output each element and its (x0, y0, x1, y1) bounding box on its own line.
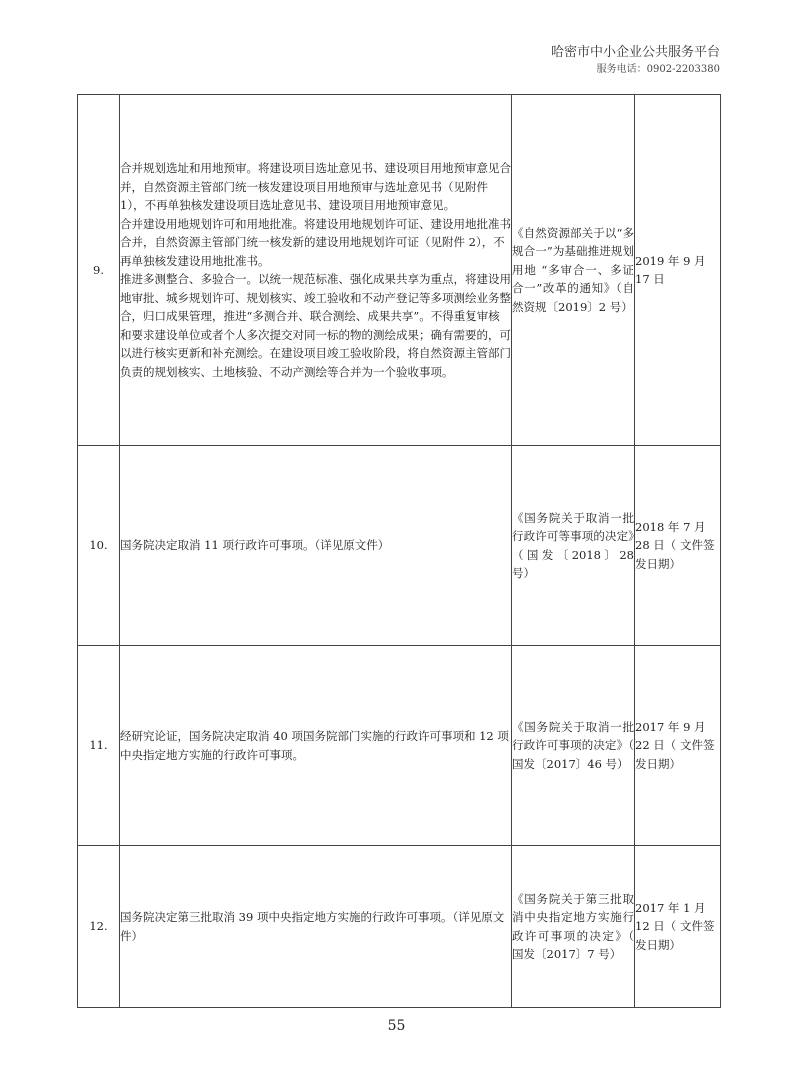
content-paragraph: 国务院决定取消 11 项行政许可事项。（详见原文件） (120, 538, 390, 553)
service-phone: 服务电话：0902-2203380 (596, 64, 720, 75)
row-number: 10. (78, 446, 120, 646)
content-paragraph: 国务院决定第三批取消 39 项中央指定地方实施的行政许可事项。（详见原文件） (120, 910, 505, 943)
policy-source: 《国务院关于取消一批行政许可事项的决定》（ 国发〔2017〕46 号） (512, 646, 635, 846)
policy-table (77, 94, 721, 1008)
policy-source: 《国务院关于第三批取消中央指定地方实施行政许可事项的决定》（ 国发〔2017〕7 号） (512, 846, 635, 1008)
content-paragraph: 合并规划选址和用地预审。将建设项目选址意见书、建设项目用地预审意见合并，自然资源主管部门统一核发建设项目用地预审与选址意见书（见附件1），不再单独核发建设项目选址意见书、建设项目用地预审意见。 (120, 161, 511, 212)
policy-content (120, 446, 512, 646)
table-row (78, 95, 721, 446)
table-row (78, 646, 721, 846)
policy-date: 2017 年 9 月 22 日（ 文件签发日期） (635, 646, 721, 846)
policy-date: 2019 年 9 月 17 日 (635, 95, 721, 446)
table-row (78, 446, 721, 646)
page-number: 55 (387, 1018, 406, 1034)
platform-title: 哈密市中小企业公共服务平台 (550, 45, 720, 60)
content-paragraph: 合并建设用地规划许可和用地批准。将建设用地规划许可证、建设用地批准书合并，自然资源主管部门统一核发新的建设用地规划许可证（见附件 2），不再单独核发建设用地批准书。 (120, 216, 511, 268)
policy-date: 2018 年 7 月 28 日（ 文件签发日期） (635, 446, 721, 646)
table-row (78, 846, 721, 1008)
policy-date: 2017 年 1 月 12 日（ 文件签发日期） (635, 846, 721, 1008)
policy-source: 《国务院关于取消一批行政许可等事项的决定》（国发〔2018〕28 号） (512, 446, 635, 646)
row-number: 12. (78, 846, 120, 1008)
policy-content (120, 646, 512, 846)
policy-content (120, 95, 512, 446)
policy-source: 《自然资源部关于以“多规合一”为基础推进规划用地 “多审合一、多证合一”改革的通知》（自然资规〔2019〕2 号） (512, 95, 635, 446)
row-number: 11. (78, 646, 120, 846)
policy-content (120, 846, 512, 1008)
content-paragraph: 推进多测整合、多验合一。以统一规范标准、强化成果共享为重点，将建设用地审批、城乡规划许可、规划核实、竣工验收和不动产登记等多项测绘业务整合，归口成果管理，推进“多测合并、联合测绘、成果共享”。不得重复审核和要求建设单位或者个人多次提交对同一标的物的测绘成果；确有需要的，可以进行核实更新和补充测绘。在建设项目竣工验收阶段，将自然资源主管部门负责的规划核实、土地核验、不动产测绘等合并为一个验收事项。 (120, 272, 511, 379)
content-paragraph: 经研究论证，国务院决定取消 40 项国务院部门实施的行政许可事项和 12 项中央指定地方实施的行政许可事项。 (120, 729, 509, 762)
row-number: 9. (78, 95, 120, 446)
